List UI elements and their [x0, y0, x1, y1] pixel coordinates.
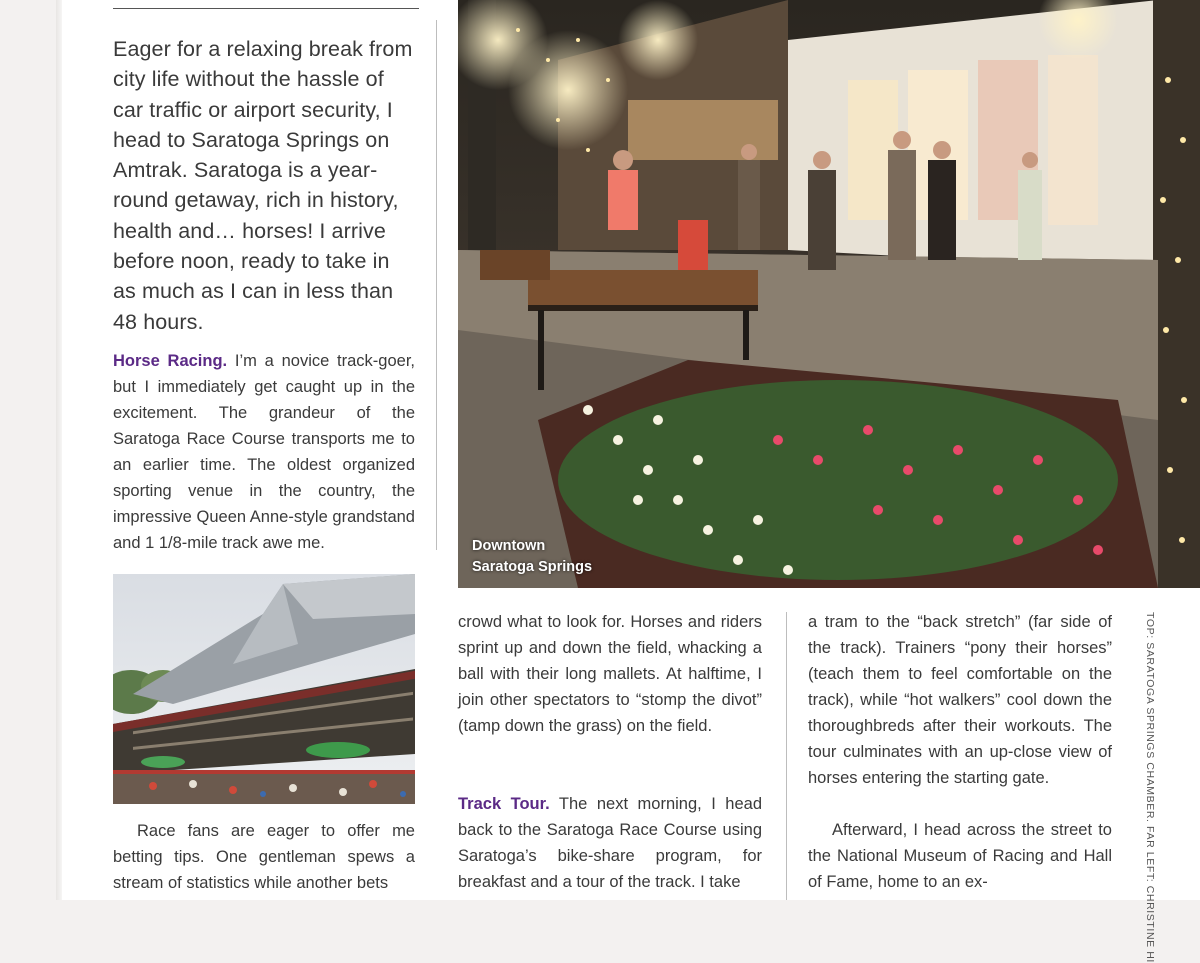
tram-paragraph: a tram to the “back stretch” (far side of the track). Trainers “pony their horses” (teach them to feel comfortable on the track), while “hot walkers” cool down the thoroughbreds after their workouts. The tour culminates with an up-close view of horses entering the starting gate. [808, 613, 1112, 787]
horse-racing-text: I’m a novice track-goer, but I immediately get caught up in the excitement. The grandeur of the Saratoga Race Course transports me to an earlier time. The oldest organized sporting venue in the country, the impressive Queen Anne-style grandstand and 1 1/8-mile track awe me. [113, 352, 416, 552]
horse-racing-heading: Horse Racing. [113, 352, 228, 370]
photo-credit: TOP: SARATOGA SPRINGS CHAMBER. FAR LEFT: CHRISTINE HI [1144, 612, 1156, 963]
horse-racing-paragraph [113, 348, 415, 556]
intro-paragraph: Eager for a relaxing break from city life without the hassle of car traffic or airport security, I head to Saratoga Springs on Amtrak. Saratoga is a year-round getaway, rich in history, health and… horses! I arrive before noon, ready to take in as much as I can in less than 48 hours. [113, 37, 413, 334]
caption-line-1: Downtown [472, 538, 546, 554]
track-tour-text: The next morning, I head back to the Saratoga Race Course using Saratoga’s bike-share program, for breakfast and a tour of the track. I take [458, 795, 763, 891]
top-rule [113, 8, 419, 9]
race-fans-paragraph: Race fans are eager to offer me betting tips. One gentleman spews a stream of statistics while another bets [113, 822, 415, 892]
downtown-saratoga-photo [458, 0, 1200, 588]
column-rule-1 [436, 20, 437, 550]
polo-paragraph: crowd what to look for. Horses and riders sprint up and down the field, whacking a ball with their long mallets. At halftime, I join other spectators to “stomp the divot” (tamp down the grass) on the field. [458, 613, 762, 735]
afterward-paragraph: Afterward, I head across the street to the National Museum of Racing and Hall of Fame, home to an ex- [808, 821, 1112, 891]
column-rule-2 [786, 612, 787, 900]
track-tour-paragraph [458, 791, 762, 895]
caption-line-2: Saratoga Springs [472, 559, 593, 575]
track-tour-heading: Track Tour. [458, 795, 550, 813]
photo-caption [472, 536, 592, 578]
racecourse-grandstand-photo [113, 574, 415, 804]
